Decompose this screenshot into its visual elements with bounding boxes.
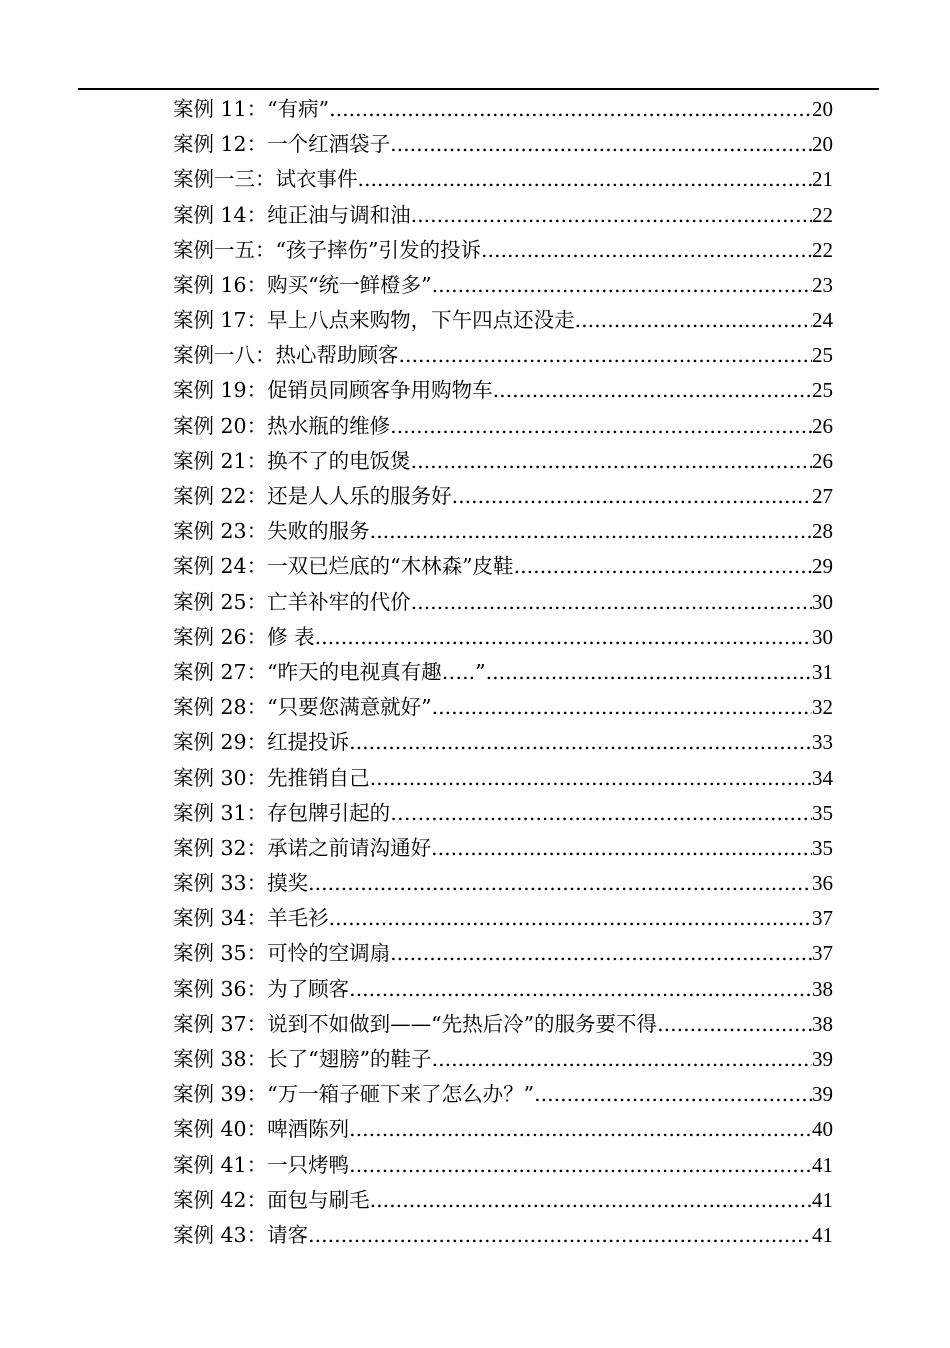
toc-page-number: 35 (812, 800, 833, 825)
toc-entry[interactable] (173, 1218, 833, 1253)
toc-entry[interactable] (173, 796, 833, 831)
toc-entry-title: 案例 21：换不了的电饭煲 (173, 448, 411, 473)
toc-page-number: 22 (812, 202, 833, 227)
toc-entry[interactable] (173, 725, 833, 760)
dot-leader (534, 1077, 812, 1112)
dot-leader (411, 444, 812, 479)
toc-entry-title: 案例 33：摸奖 (173, 871, 309, 896)
dot-leader (329, 901, 812, 936)
dot-leader (308, 1218, 812, 1253)
toc-entry[interactable] (173, 831, 833, 866)
toc-page-number: 36 (812, 871, 833, 896)
dot-leader (399, 338, 813, 373)
table-of-contents (173, 92, 833, 1253)
toc-entry-title: 案例 16：购买“统一鲜橙多” (173, 272, 432, 297)
toc-page-number: 41 (812, 1187, 833, 1212)
toc-entry-title: 案例 28：“只要您满意就好” (173, 695, 432, 720)
toc-entry[interactable] (173, 1183, 833, 1218)
toc-page-number: 24 (812, 308, 833, 333)
toc-page-number: 32 (812, 695, 833, 720)
toc-entry-title: 案例 35：可怜的空调扇 (173, 941, 391, 966)
toc-entry[interactable] (173, 1077, 833, 1112)
toc-page-number: 29 (812, 554, 833, 579)
dot-leader (349, 725, 812, 760)
toc-entry[interactable] (173, 514, 833, 549)
header-rule (78, 88, 879, 90)
dot-leader (431, 796, 812, 831)
toc-entry-title: 案例 29：红提投诉 (173, 730, 350, 755)
dot-leader (432, 268, 812, 303)
toc-page-number: 20 (812, 96, 833, 121)
dot-leader (452, 479, 812, 514)
dot-leader (411, 198, 812, 233)
toc-entry[interactable] (173, 866, 833, 901)
dot-leader (432, 690, 812, 725)
dot-leader (411, 585, 812, 620)
toc-page-number: 33 (812, 730, 833, 755)
dot-leader (349, 1112, 812, 1147)
toc-entry[interactable] (173, 1112, 833, 1147)
toc-page-number: 41 (812, 1152, 833, 1177)
dot-leader (370, 514, 812, 549)
toc-entry-title: 案例 24：一双已烂底的“木林森”皮鞋 (173, 554, 514, 579)
dot-leader (493, 373, 812, 408)
toc-page-number: 30 (812, 589, 833, 614)
toc-page-number: 28 (812, 519, 833, 544)
toc-entry-title: 案例 36：为了顾客 (173, 976, 350, 1001)
dot-leader (370, 761, 812, 796)
toc-page-number: 41 (812, 1222, 833, 1247)
toc-page-number: 40 (812, 1117, 833, 1142)
toc-entry[interactable] (173, 409, 833, 444)
dot-leader (432, 1042, 812, 1077)
dot-leader (349, 972, 812, 1007)
toc-entry[interactable] (173, 901, 833, 936)
toc-entry-title: 案例 22：还是人人乐的服务好 (173, 484, 452, 509)
toc-entry[interactable] (173, 162, 833, 197)
toc-entry-title: 案例 14：纯正油与调和油 (173, 202, 411, 227)
toc-entry-title: 案例 12：一个红酒袋子 (173, 132, 391, 157)
toc-entry[interactable] (173, 1148, 833, 1183)
toc-entry-title: 案例 17：早上八点来购物，下午四点还没走 (173, 308, 575, 333)
toc-entry[interactable] (173, 549, 833, 584)
toc-page-number: 38 (812, 1011, 833, 1036)
toc-entry[interactable] (173, 620, 833, 655)
toc-page-number: 23 (812, 272, 833, 297)
dot-leader (481, 233, 812, 268)
toc-entry[interactable] (173, 268, 833, 303)
toc-entry[interactable] (173, 585, 833, 620)
dot-leader (329, 92, 812, 127)
toc-entry[interactable] (173, 655, 833, 690)
toc-entry-title: 案例 26：修 表 (173, 624, 315, 649)
toc-entry-title: 案例 42：面包与刷毛 (173, 1187, 370, 1212)
toc-entry-title: 案例 40：啤酒陈列 (173, 1117, 350, 1142)
toc-entry[interactable] (173, 92, 833, 127)
toc-page-number: 39 (812, 1082, 833, 1107)
dot-leader (308, 866, 812, 901)
toc-entry-title: 案例 11：“有病” (173, 96, 330, 121)
dot-leader (370, 1183, 812, 1218)
toc-entry-title: 案例 27：“昨天的电视真有趣…..” (173, 659, 486, 684)
toc-entry[interactable] (173, 444, 833, 479)
toc-entry-title: 案例 30：先推销自己 (173, 765, 370, 790)
toc-page-number: 26 (812, 448, 833, 473)
toc-entry-title: 案例 25：亡羊补牢的代价 (173, 589, 411, 614)
toc-page-number: 38 (812, 976, 833, 1001)
toc-entry-title: 案例一五：“孩子摔伤”引发的投诉 (173, 237, 481, 262)
dot-leader (486, 655, 812, 690)
toc-entry-title: 案例 37：说到不如做到——“先热后冷”的服务要不得 (173, 1011, 658, 1036)
dot-leader (390, 409, 812, 444)
dot-leader (514, 549, 812, 584)
toc-entry-title: 案例一八：热心帮助顾客 (173, 343, 399, 368)
toc-entry-title: 案例 31：存包牌引起的…… (173, 800, 432, 825)
toc-page-number: 37 (812, 941, 833, 966)
toc-page-number: 26 (812, 413, 833, 438)
toc-page-number: 20 (812, 132, 833, 157)
toc-page-number: 25 (812, 343, 833, 368)
toc-entry-title: 案例 34：羊毛衫 (173, 906, 329, 931)
toc-page-number: 31 (812, 659, 833, 684)
toc-entry-title: 案例 38：长了“翅膀”的鞋子 (173, 1047, 432, 1072)
toc-page-number: 22 (812, 237, 833, 262)
toc-entry[interactable] (173, 374, 833, 409)
toc-page-number: 35 (812, 835, 833, 860)
toc-page-number: 37 (812, 906, 833, 931)
toc-page-number: 27 (812, 484, 833, 509)
dot-leader (349, 1148, 812, 1183)
dot-leader (575, 303, 812, 338)
toc-entry-title: 案例 19：促销员同顾客争用购物车 (173, 378, 493, 403)
toc-entry[interactable] (173, 198, 833, 233)
toc-entry[interactable] (173, 690, 833, 725)
toc-entry[interactable] (173, 761, 833, 796)
toc-entry[interactable] (173, 972, 833, 1007)
toc-entry[interactable] (173, 233, 833, 268)
dot-leader (431, 831, 812, 866)
toc-entry[interactable] (173, 937, 833, 972)
toc-entry[interactable] (173, 1042, 833, 1077)
toc-page-number: 25 (812, 378, 833, 403)
dot-leader (358, 162, 813, 197)
toc-entry-title: 案例 39：“万一箱子砸下来了怎么办？” (173, 1082, 535, 1107)
dot-leader (315, 620, 812, 655)
dot-leader (390, 936, 812, 971)
toc-entry-title: 案例 41：一只烤鸭 (173, 1152, 350, 1177)
toc-entry[interactable] (173, 1007, 833, 1042)
toc-page-number: 30 (812, 624, 833, 649)
toc-entry[interactable] (173, 338, 833, 373)
toc-entry-title: 案例 23：失败的服务 (173, 519, 370, 544)
toc-page-number: 39 (812, 1047, 833, 1072)
toc-page-number: 34 (812, 765, 833, 790)
dot-leader (657, 1007, 812, 1042)
toc-entry-title: 案例 20：热水瓶的维修 (173, 413, 391, 438)
toc-entry[interactable] (173, 303, 833, 338)
toc-entry-title: 案例 43：请客 (173, 1222, 309, 1247)
dot-leader (390, 127, 812, 162)
toc-page-number: 21 (812, 167, 833, 192)
toc-entry-title: 案例一三：试衣事件 (173, 167, 358, 192)
toc-entry[interactable] (173, 479, 833, 514)
toc-entry-title: 案例 32：承诺之前请沟通好 (173, 835, 432, 860)
toc-entry[interactable] (173, 127, 833, 162)
